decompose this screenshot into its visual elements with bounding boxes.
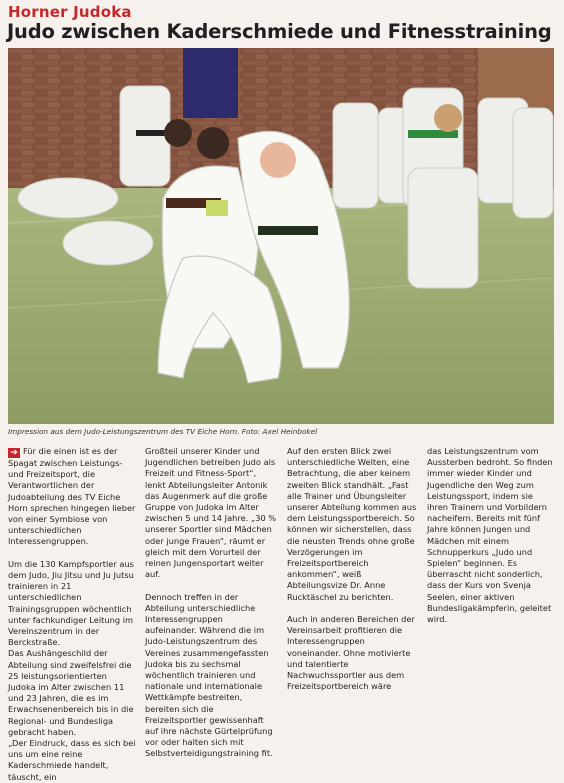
text-column-1	[8, 446, 136, 783]
paragraph-text: Für die einen ist es der Spagat zwischen Leistungs- und Freizeitsport, die Verantwortlichen der Judoabteilung des TV Eiche Horn sprechen hingegen lieber von einer Symbiose von unterschiedlichen Interessengruppen.	[8, 446, 136, 547]
text-column-2	[145, 446, 277, 760]
photo-caption: Impression aus dem Judo-Leistungszentrum des TV Eiche Horn. Foto: Axel Heinbokel	[8, 427, 318, 436]
paragraph: Um die 130 Kampfsportler aus dem Judo, Jiu Jitsu und Ju Jutsu trainieren in 21 unterschiedlichen Trainingsgruppen wöchentlich unter fachkundiger Leitung im Vereinszentrum in der Berckstraße.	[8, 558, 134, 648]
article-photo	[8, 48, 554, 424]
text-column-3	[287, 446, 418, 692]
article-headline: Judo zwischen Kaderschmiede und Fitnesstraining	[7, 20, 552, 43]
paragraph: Das Aushängeschild der Abteilung sind zweifelsfrei die 25 leistungsorientierten Judoka im Alter zwischen 11 und 23 Jahren, die es im Erwachsenenbereich bis in die Regional- und Bundesliga gebracht haben.	[8, 648, 134, 737]
arrow-right-icon: ➔	[8, 448, 20, 458]
paragraph: Auf den ersten Blick zwei unterschiedliche Welten, eine Betrachtung, die aber keinem zweiten Blick standhält. „Fast alle Trainer und Übungsleiter unserer Abteilung kommen aus dem Leistungssportbereich. So können wir sicherstellen, dass die neusten Trends ohne große Verzögerungen im Freizeitsportbereich ankommen“, weiß Abteilungsvize Dr. Anne Rucktäschel zu berichten.	[287, 446, 417, 602]
paragraph: das Leistungszentrum vom Aussterben bedroht. So finden immer wieder Kinder und Jugendliche den Weg zum Leistungssport, indem sie ihren Trainern und Vorbildern nacheifern. Bereits mit fünf Jahre können Jungen und Mädchen mit einem Schnupperkurs „Judo und Spielen“ beginnen. Es überrascht nicht sonderlich, dass der Kurs von Svenja Seelen, einer aktiven Bundesligakämpferin, geleitet wird.	[427, 446, 553, 625]
paragraph: Dennoch treffen in der Abteilung unterschiedliche Interessengruppen aufeinander. Während die im Judo-Leistungszentrum des Vereines zusammengefassten Judoka bis zu sechsmal wöchentlich trainieren und nationale und internationale Wettkämpfe bestreiten, bereiten sich die Freizeitsportler gewissenhaft auf ihre nächste Gürtelprüfung vor oder halten sich mit Selbstverteidigungstraining fit.	[145, 591, 273, 759]
paragraph: „Der Eindruck, dass es sich bei uns um eine reine Kaderschmiede handelt, täuscht, ein	[8, 738, 136, 782]
article-kicker: Horner Judoka	[8, 3, 132, 21]
lead-paragraph	[8, 446, 136, 548]
paragraph: Auch in anderen Bereichen der Vereinsarbeit profitieren die Interessengruppen voneinander. Ohne motivierte und talentierte Nachwuchssportler aus dem Freizeitsportbereich wäre	[287, 614, 415, 692]
paragraph: Großteil unserer Kinder und Jugendlichen betreiben Judo als Freizeit und Fitness-Sport“, lenkt Abteilungsleiter Antonik das Augenmerk auf die große Gruppe von Judoka im Alter zwischen 5 und 14 Jahre. „30 % unserer Sportler sind Mädchen oder junge Frauen“, räumt er gleich mit dem Vorurteil der reinen Jungensportart weiter auf.	[145, 446, 277, 580]
text-column-4	[427, 446, 554, 625]
